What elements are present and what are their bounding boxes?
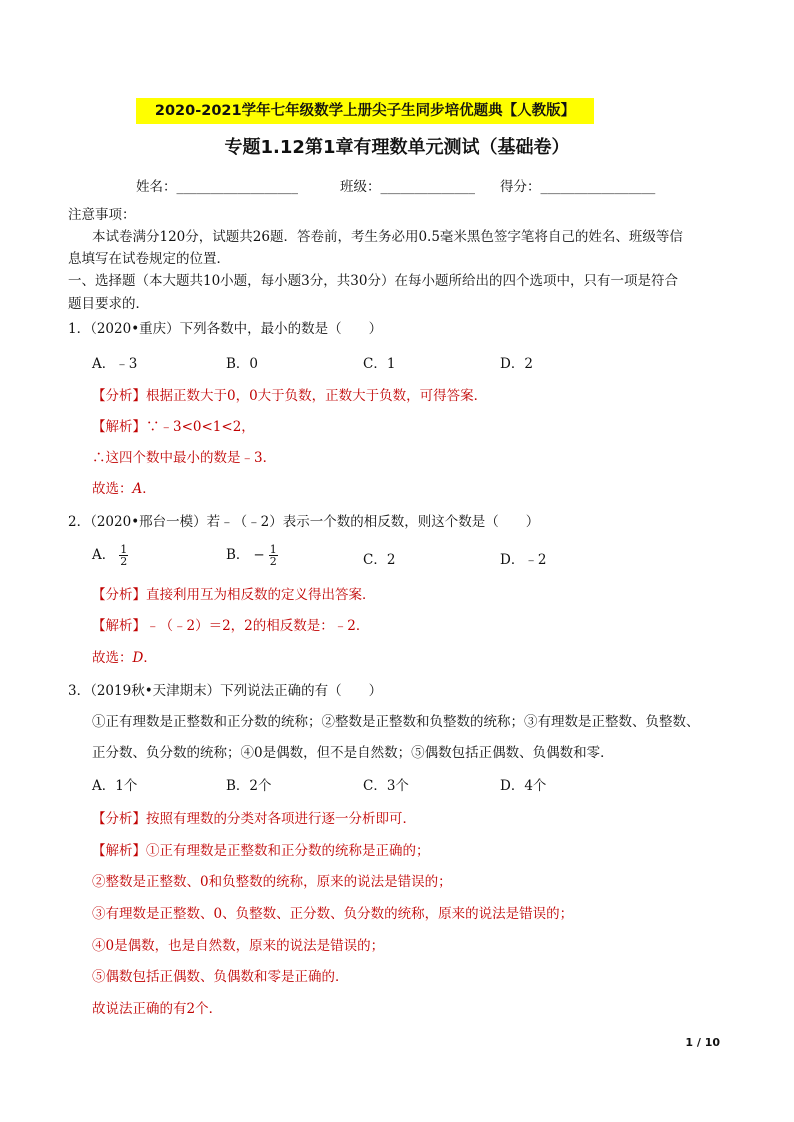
page-title: 专题1.12第1章有理数单元测试（基础卷） bbox=[224, 137, 570, 158]
notes-line-2: 息填写在试卷规定的位置． bbox=[68, 251, 230, 267]
question-3-solution-2: ②整数是正整数、0和负整数的统称，原来的说法是错误的； bbox=[92, 874, 452, 890]
question-3-option-c: C．3个 bbox=[363, 778, 409, 794]
question-1-answer: 故选：A． bbox=[92, 481, 156, 497]
question-3-solution-1: 【解析】①正有理数是正整数和正分数的统称是正确的； bbox=[92, 843, 430, 859]
question-3-solution-4: ④0是偶数，也是自然数，原来的说法是错误的； bbox=[92, 938, 385, 954]
question-2-option-d: D．﹣2 bbox=[500, 552, 547, 568]
question-3-analysis: 【分析】按照有理数的分类对各项进行逐一分析即可． bbox=[92, 811, 416, 827]
notes-heading: 注意事项： bbox=[68, 207, 136, 223]
question-3-stem: 3．（2019秋•天津期末）下列说法正确的有（ ） bbox=[68, 683, 383, 699]
question-2-stem: 2．（2020•邢台一模）若﹣（﹣2）表示一个数的相反数，则这个数是（ ） bbox=[68, 514, 540, 530]
question-1-option-a: A．﹣3 bbox=[92, 356, 138, 372]
notes-line-1: 本试卷满分120分，试题共26题．答卷前，考生务必用0.5毫米黑色签字笔将自己的姓名、班级等信 bbox=[92, 229, 683, 245]
header-banner: 2020-2021学年七年级数学上册尖子生同步培优题典【人教版】 bbox=[136, 98, 594, 124]
question-1-solution-1: 【解析】∵﹣3<0<1<2， bbox=[92, 419, 255, 435]
question-3-option-a: A．1个 bbox=[92, 778, 138, 794]
class-field: 班级：______________ bbox=[340, 179, 475, 195]
section-heading-line-1: 一、选择题（本大题共10小题，每小题3分，共30分）在每小题所给出的四个选项中，只有一项是符合 bbox=[68, 273, 678, 289]
fraction-one-half: $\frac{1}{2}$ bbox=[120, 543, 128, 568]
question-3-body-2: 正分数、负分数的统称；④0是偶数，但不是自然数；⑤偶数包括正偶数、负偶数和零． bbox=[92, 745, 614, 761]
question-2-option-b: B． − $\frac{1}{2}$ bbox=[226, 543, 277, 568]
name-field: 姓名：__________________ bbox=[136, 179, 298, 195]
question-3-conclusion: 故说法正确的有2个． bbox=[92, 1001, 223, 1017]
fraction-negative-one-half: $\frac{1}{2}$ bbox=[269, 543, 277, 568]
question-2-analysis: 【分析】直接利用互为相反数的定义得出答案． bbox=[92, 587, 376, 603]
score-field: 得分：_________________ bbox=[500, 179, 656, 195]
question-1-solution-2: ∴这四个数中最小的数是﹣3． bbox=[92, 450, 277, 466]
question-3-body-1: ①正有理数是正整数和正分数的统称；②整数是正整数和负整数的统称；③有理数是正整数、负整数、 bbox=[92, 714, 700, 730]
question-2-option-a: A． $\frac{1}{2}$ bbox=[92, 543, 128, 568]
question-3-solution-5: ⑤偶数包括正偶数、负偶数和零是正确的． bbox=[92, 969, 349, 985]
question-1-stem: 1．（2020•重庆）下列各数中，最小的数是（ ） bbox=[68, 321, 383, 337]
question-3-option-d: D．4个 bbox=[500, 778, 547, 794]
question-1-option-c: C．1 bbox=[363, 356, 396, 372]
question-2-answer: 故选：D． bbox=[92, 650, 157, 666]
question-1-option-b: B．0 bbox=[226, 356, 259, 372]
question-2-solution-1: 【解析】﹣（﹣2）＝2，2的相反数是：﹣2． bbox=[92, 618, 370, 634]
question-2-option-c: C．2 bbox=[363, 552, 396, 568]
question-1-option-d: D．2 bbox=[500, 356, 533, 372]
question-1-analysis: 【分析】根据正数大于0，0大于负数，正数大于负数，可得答案． bbox=[92, 388, 488, 404]
section-heading-line-2: 题目要求的． bbox=[68, 296, 149, 312]
question-3-option-b: B．2个 bbox=[226, 778, 272, 794]
question-3-solution-3: ③有理数是正整数、0、负整数、正分数、负分数的统称，原来的说法是错误的； bbox=[92, 906, 574, 922]
page-number: 1 / 10 bbox=[685, 1036, 720, 1049]
